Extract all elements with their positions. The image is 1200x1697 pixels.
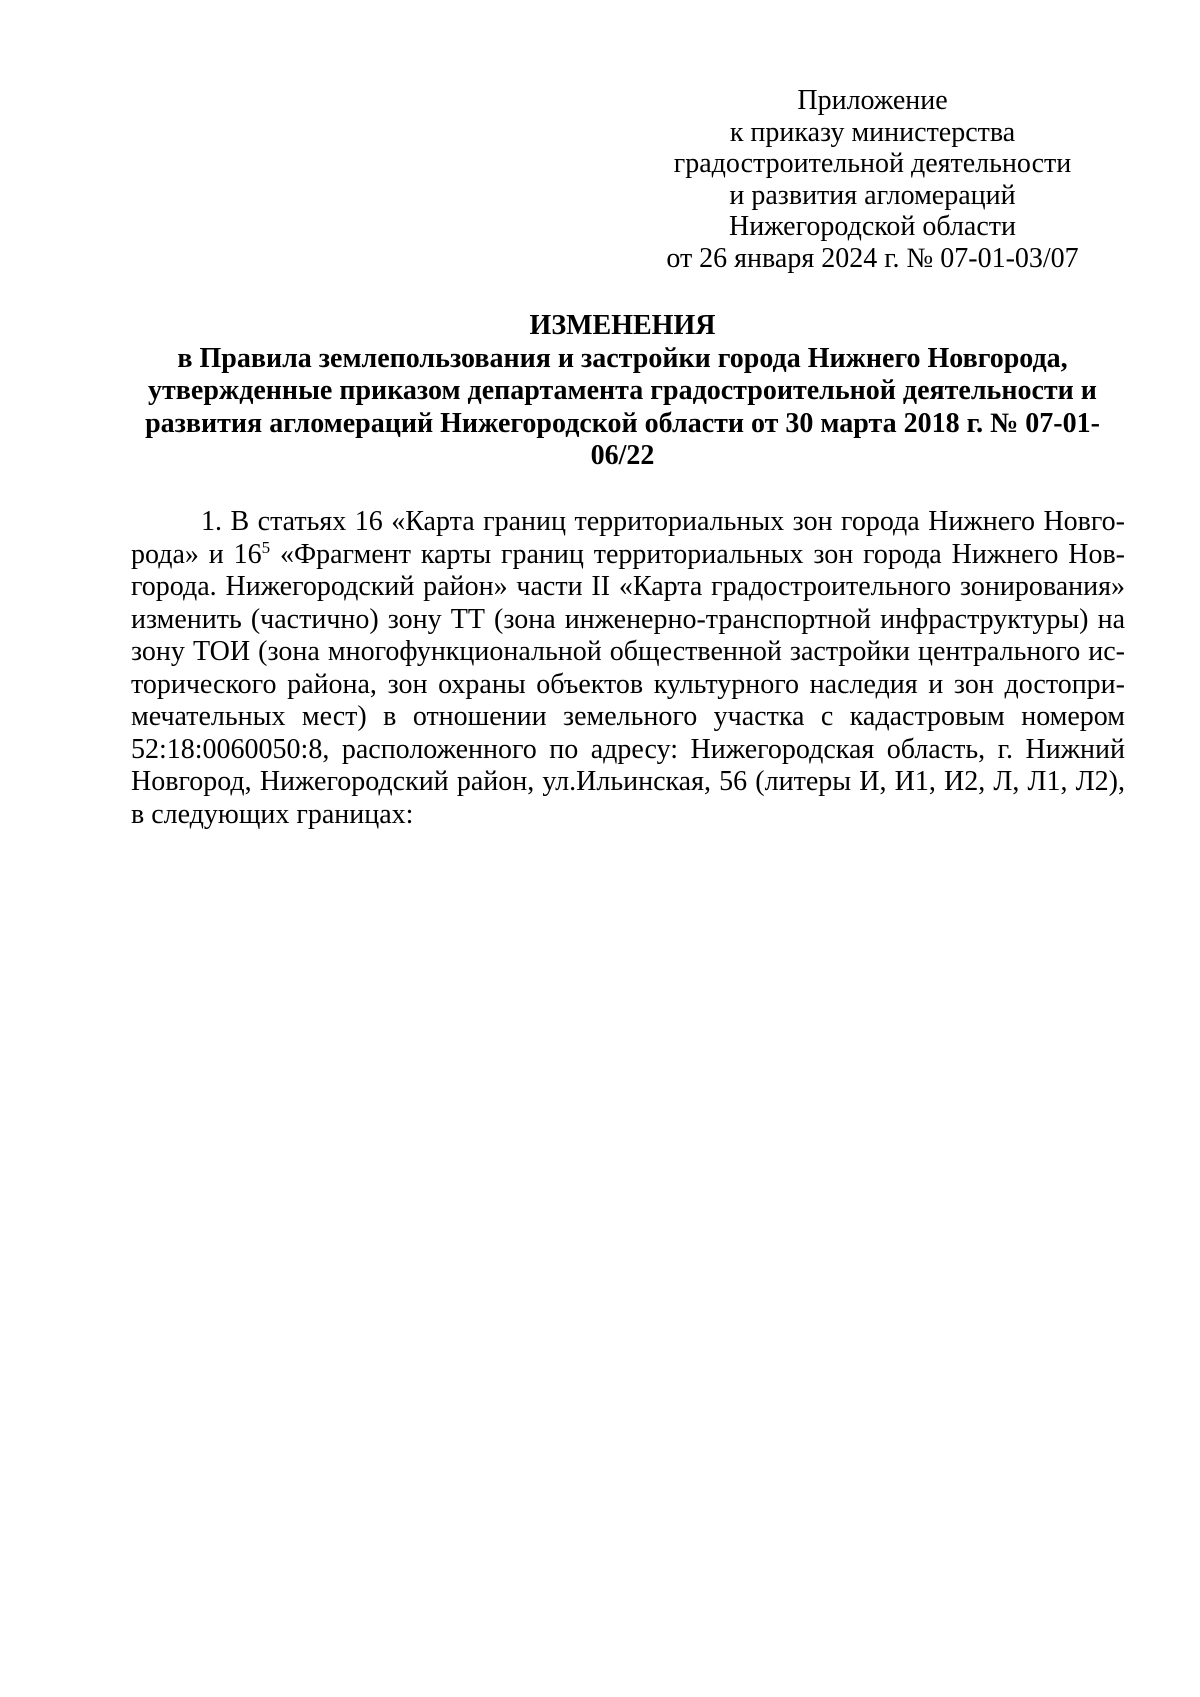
paragraph-line: Новгород, Нижегородский район, ул.Ильинская, 56 (литеры И, И1, И2, Л, Л1, Л2), — [131, 766, 1125, 797]
paragraph-line: мечательных мест) в отношении земельного участка с кадастровым номером — [131, 701, 1125, 732]
document-title — [120, 310, 1125, 473]
annex-header — [620, 85, 1125, 274]
paragraph-line: города. Нижегородский район» части II «Карта градостроительного зонирования» — [131, 571, 1125, 602]
paragraph-text: рода» и 16 — [131, 538, 262, 570]
article-superscript: 5 — [261, 537, 271, 557]
paragraph-line: торического района, зон охраны объектов культурного наследия и зон достопри- — [131, 668, 1125, 700]
title-subtitle-line: развития агломераций Нижегородской области от 30 марта 2018 г. № 07-01- — [145, 407, 1100, 439]
paragraph-line: 1. В статьях 16 «Карта границ территориальных зон города Нижнего Новго- — [201, 506, 1125, 537]
paragraph-line: зону ТОИ (зона многофункциональной общественной застройки центрального ис- — [131, 636, 1125, 667]
paragraph-line: в следующих границах: — [131, 798, 414, 830]
title-heading: ИЗМЕНЕНИЯ — [529, 310, 716, 341]
paragraph-line: изменить (частично) зону ТТ (зона инженерно-транспортной инфраструктуры) на — [131, 603, 1125, 635]
annex-line: градостроительной деятельности — [673, 148, 1072, 179]
paragraph-1 — [131, 506, 1125, 831]
annex-line: Приложение — [797, 85, 948, 116]
paragraph-text: «Фрагмент карты границ территориальных зон города Нижнего Нов- — [270, 538, 1125, 570]
paragraph-line: 52:18:0060050:8, расположенного по адресу: Нижегородская область, г. Нижний — [131, 733, 1125, 765]
annex-line: к приказу министерства — [729, 116, 1016, 148]
title-subtitle-line: 06/22 — [590, 440, 655, 471]
paragraph-line — [131, 539, 1125, 572]
annex-line: Нижегородской области — [728, 211, 1017, 242]
annex-line: и развития агломераций — [729, 179, 1016, 211]
title-subtitle-line: в Правила землепользования и застройки города Нижнего Новгорода, — [177, 342, 1068, 374]
title-subtitle-line: утвержденные приказом департамента градостроительной деятельности и — [148, 375, 1097, 406]
annex-line: от 26 января 2024 г. № 07-01-03/07 — [666, 242, 1079, 274]
